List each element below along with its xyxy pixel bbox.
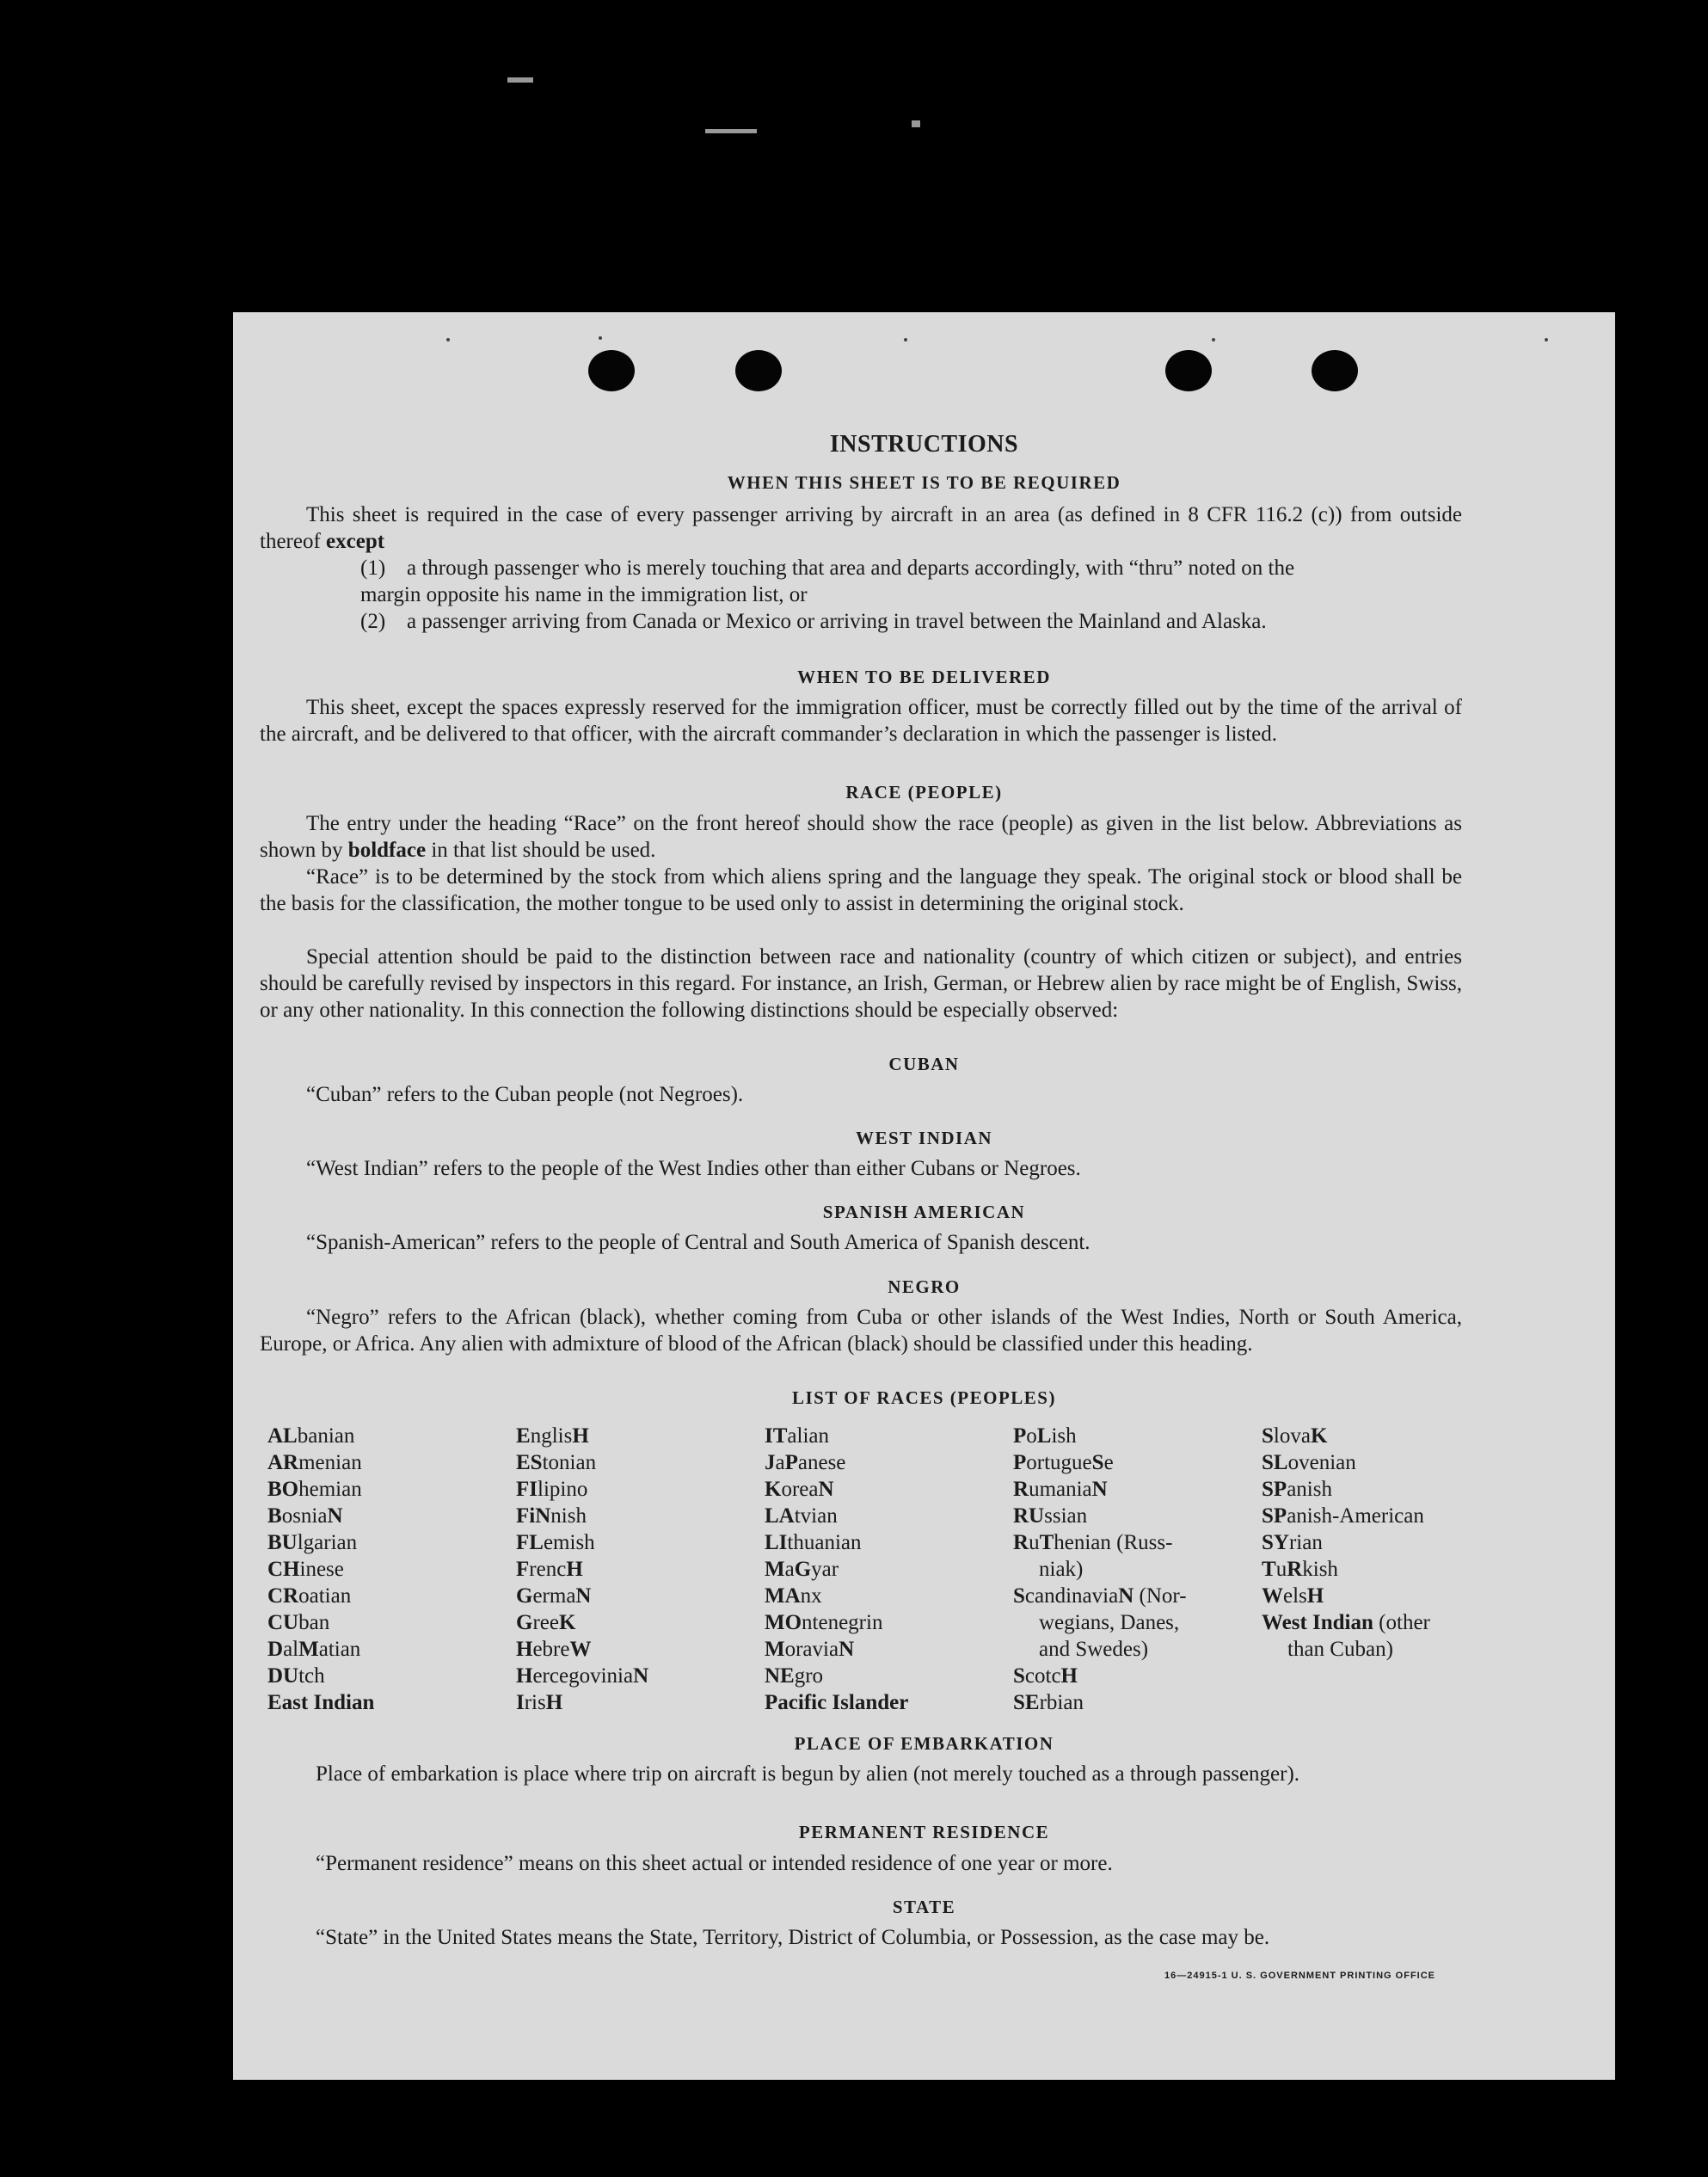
race-column-1 — [267, 1423, 374, 1716]
required-item-2: (2) a passenger arriving from Canada or Mexico or arriving in travel between the Mainland and Alaska. — [360, 610, 1267, 633]
race-entry: FIlipino — [516, 1478, 588, 1501]
punch-hole — [588, 350, 635, 391]
required-item-1: (1) a through passenger who is merely touching that area and departs accordingly, with “thru” noted on the margin opposite his name in the immigration list, or — [360, 557, 1295, 606]
race-entry: DUtch — [267, 1664, 325, 1688]
race-entry: GreeK — [516, 1611, 576, 1634]
race-entry: CUban — [267, 1611, 330, 1634]
race-column-4 — [1013, 1423, 1187, 1716]
race-paragraph-3: Special attention should be paid to the distinction between race and nationality (country of which citizen or subject), and entries should be carefully revised by inspectors in this regard. For instance, an Irish, German, or Hebrew alien by race might be of English, Swiss, or any other nationality. In this connection the following distinctions should be especially observed: — [260, 945, 1462, 1022]
race-entry: EnglisH — [516, 1424, 589, 1448]
race-entry: West Indian (other — [1262, 1611, 1430, 1634]
punch-hole — [1312, 350, 1358, 391]
race-entry: LAtvian — [765, 1504, 838, 1528]
race-entry: BUlgarian — [267, 1531, 358, 1554]
residence-text: “Permanent residence” means on this sheet actual or intended residence of one year or more. — [316, 1852, 1113, 1875]
race-paragraph-1: The entry under the heading “Race” on the front hereof should show the race (people) as given in the list below. Abbreviations as shown by boldface in that list should be used. — [260, 812, 1462, 862]
embarkation-text: Place of embarkation is place where trip on aircraft is begun by alien (not merely touched as a through passenger). — [316, 1762, 1300, 1786]
heading-spanish-american: SPANISH AMERICAN — [822, 1202, 1026, 1222]
race-entry: SYrian — [1262, 1531, 1323, 1554]
race-entry: CHinese — [267, 1558, 344, 1581]
delivered-text: This sheet, except the spaces expressly reserved for the immigration officer, must be correctly filled out by the time of the arrival of the aircraft, and be delivered to that officer, with the aircraft commander’s declaration in which the passenger is listed. — [260, 696, 1462, 746]
race-entry: East Indian — [267, 1691, 375, 1714]
race-entry: HercegoviniaN — [516, 1664, 649, 1688]
heading-state: STATE — [892, 1897, 956, 1917]
race-entry: KoreaN — [765, 1478, 834, 1501]
race-entry: FLemish — [516, 1531, 595, 1554]
race-entry: ITalian — [765, 1424, 829, 1448]
race-entry: SlovaK — [1262, 1424, 1328, 1448]
race-entry: SErbian — [1013, 1691, 1084, 1714]
race-entry: MaGyar — [765, 1558, 839, 1581]
race-entry: CRoatian — [267, 1584, 352, 1608]
heading-residence: PERMANENT RESIDENCE — [798, 1822, 1050, 1842]
heading-delivered: WHEN TO BE DELIVERED — [797, 667, 1051, 687]
race-entry: RumaniaN — [1013, 1478, 1108, 1501]
race-entry: SPanish — [1262, 1478, 1332, 1501]
race-column-5 — [1262, 1423, 1430, 1663]
state-text: “State” in the United States means the State, Territory, District of Columbia, or Possession, as the case may be. — [316, 1926, 1270, 1949]
race-column-2 — [516, 1423, 648, 1716]
heading-negro: NEGRO — [888, 1276, 961, 1297]
negro-text: “Negro” refers to the African (black), whether coming from Cuba or other islands of the West Indies, North or South America, Europe, or Africa. Any alien with admixture of blood of the African (black) should be classified under this heading. — [260, 1306, 1462, 1356]
heading-embarkation: PLACE OF EMBARKATION — [794, 1733, 1054, 1754]
race-entry: RUssian — [1013, 1504, 1088, 1528]
heading-required: WHEN THIS SHEET IS TO BE REQUIRED — [727, 472, 1121, 493]
race-entry: MoraviaN — [765, 1638, 855, 1661]
spanish-american-text: “Spanish-American” refers to the people of Central and South America of Spanish descent. — [306, 1231, 1091, 1254]
race-entry: MOntenegrin — [765, 1611, 883, 1634]
west-indian-text: “West Indian” refers to the people of the West Indies other than either Cubans or Negroes. — [306, 1157, 1081, 1180]
printer-imprint: 16—24915-1 U. S. GOVERNMENT PRINTING OFFICE — [1164, 1971, 1436, 1981]
race-entry: GermaN — [516, 1584, 592, 1608]
race-entry: PortugueSe — [1013, 1451, 1114, 1474]
required-intro: This sheet is required in the case of every passenger arriving by aircraft in an area (as defined in 8 CFR 116.2 (c)) from outside thereof except — [260, 503, 1462, 553]
race-entry: EStonian — [516, 1451, 597, 1474]
heading-cuban: CUBAN — [888, 1054, 960, 1074]
race-entry: FrencH — [516, 1558, 583, 1581]
cuban-text: “Cuban” refers to the Cuban people (not Negroes). — [306, 1083, 744, 1106]
heading-list-of-races: LIST OF RACES (PEOPLES) — [792, 1387, 1056, 1408]
race-entry: ScandinaviaN (Nor- — [1013, 1584, 1187, 1608]
race-entry: and Swedes) — [1039, 1638, 1149, 1661]
heading-race: RACE (PEOPLE) — [845, 782, 1003, 803]
race-entry: SLovenian — [1262, 1451, 1356, 1474]
race-entry: wegians, Danes, — [1039, 1611, 1180, 1634]
heading-west-indian: WEST INDIAN — [855, 1128, 993, 1148]
race-entry: FiNnish — [516, 1504, 587, 1528]
race-entry: LIthuanian — [765, 1531, 862, 1554]
race-entry: ALbanian — [267, 1424, 355, 1448]
race-entry: SPanish-American — [1262, 1504, 1424, 1528]
race-entry: BOhemian — [267, 1478, 362, 1501]
race-entry: ScotcH — [1013, 1664, 1078, 1688]
race-entry: niak) — [1039, 1558, 1084, 1581]
race-entry: NEgro — [765, 1664, 824, 1688]
race-entry: PoLish — [1013, 1424, 1077, 1448]
race-entry: ARmenian — [267, 1451, 362, 1474]
race-entry: RuThenian (Russ- — [1013, 1531, 1173, 1554]
race-paragraph-2: “Race” is to be determined by the stock from which aliens spring and the language they speak. The original stock or blood shall be the basis for the classification, the mother tongue to be used only to assist in determining the original stock. — [260, 865, 1462, 915]
race-entry: BosniaN — [267, 1504, 343, 1528]
race-entry: HebreW — [516, 1638, 592, 1661]
punch-hole — [1165, 350, 1212, 391]
race-entry: IrisH — [516, 1691, 563, 1714]
race-entry: MAnx — [765, 1584, 822, 1608]
page-title: INSTRUCTIONS — [829, 431, 1019, 458]
instruction-sheet — [233, 312, 1615, 2080]
race-entry: TuRkish — [1262, 1558, 1338, 1581]
punch-hole — [735, 350, 782, 391]
race-entry: Pacific Islander — [765, 1691, 909, 1714]
race-column-3 — [765, 1423, 908, 1716]
race-entry: JaPanese — [765, 1451, 846, 1474]
race-entry: than Cuban) — [1287, 1638, 1393, 1661]
race-entry: WelsH — [1262, 1584, 1324, 1608]
race-entry: DalMatian — [267, 1638, 361, 1661]
